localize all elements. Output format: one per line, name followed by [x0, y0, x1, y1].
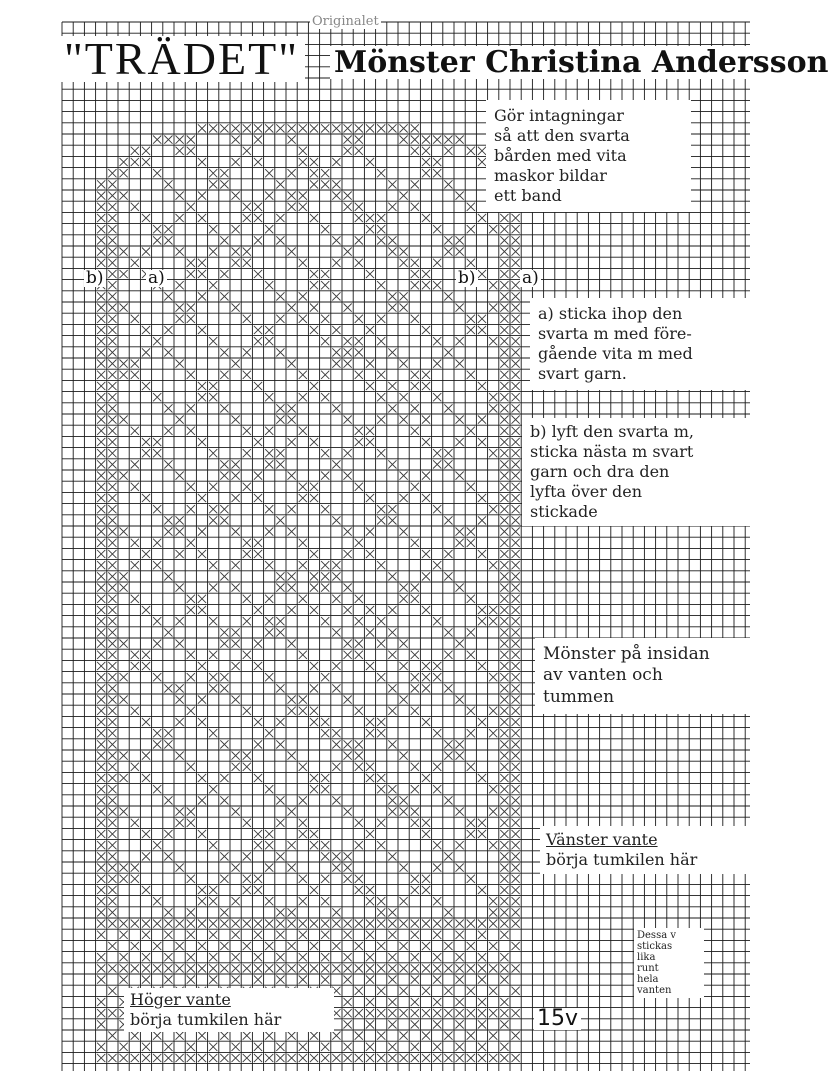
note-line: så att den svarta: [494, 126, 630, 145]
note-line: stickas: [637, 941, 673, 952]
note-line: Dessa v: [637, 930, 676, 941]
left-mitten-title: Vänster vante: [546, 830, 658, 849]
instruction-a: [530, 298, 750, 390]
note-line: lyfta över den: [530, 482, 643, 501]
note-line: Mönster på insidan: [543, 644, 710, 664]
left-mitten-note: [540, 826, 750, 874]
rows-note: [634, 928, 704, 998]
inside-pattern-note: [535, 638, 750, 714]
right-mitten-title: Höger vante: [130, 990, 231, 1009]
note-line: gående vita m med: [538, 344, 693, 363]
designer-credit: Mönster Christina Andersson: [330, 46, 832, 79]
marker-a-left: a): [148, 268, 165, 288]
note-line: vanten: [637, 985, 672, 996]
note-line: svarta m med före-: [538, 324, 692, 343]
note-line: tummen: [543, 686, 615, 707]
note-line: ett band: [494, 186, 562, 205]
note-line: lika: [637, 952, 656, 963]
marker-a-right: a): [522, 268, 539, 288]
note-line: maskor bildar: [494, 166, 607, 185]
note-line: av vanten och: [543, 665, 663, 686]
note-line: hela: [637, 974, 659, 985]
left-mitten-text: börja tumkilen här: [546, 850, 698, 869]
note-line: svart garn.: [538, 364, 627, 383]
note-line: bården med vita: [494, 146, 627, 165]
instruction-b: [522, 418, 750, 526]
note-line: garn och dra den: [530, 462, 670, 481]
right-mitten-note: [124, 988, 334, 1032]
note-line: a) sticka ihop den: [538, 304, 683, 323]
note-line: sticka nästa m svart: [530, 442, 694, 461]
note-line: stickade: [530, 502, 598, 521]
note-line: runt: [637, 963, 659, 974]
right-mitten-text: börja tumkilen här: [130, 1010, 282, 1029]
note-line: b) lyft den svarta m,: [530, 422, 695, 441]
original-note: Originalet: [312, 14, 379, 29]
pattern-title: "TRÄDET": [58, 36, 305, 82]
note-line: Gör intagningar: [494, 106, 624, 125]
decrease-note: [486, 100, 691, 212]
marker-b-left: b): [86, 268, 104, 288]
rows-count: 15v: [534, 1008, 581, 1030]
marker-b-right: b): [458, 268, 476, 288]
